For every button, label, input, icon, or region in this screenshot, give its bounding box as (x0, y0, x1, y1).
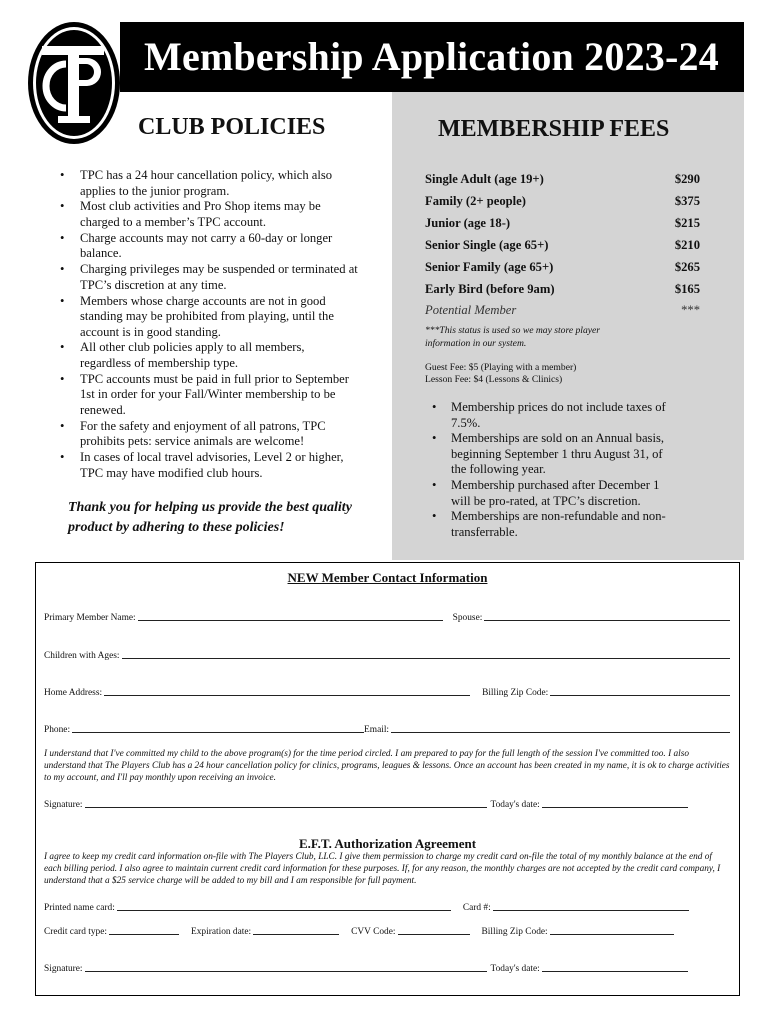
eft-signature-label: Signature: (44, 964, 83, 974)
fee-label: Single Adult (age 19+) (425, 172, 544, 186)
fee-row-early-bird (425, 282, 700, 297)
email-field[interactable] (391, 724, 730, 733)
eft-date-field[interactable] (542, 963, 688, 972)
fees-heading: MEMBERSHIP FEES (438, 116, 670, 142)
fee-note: • Membership prices do not include taxes of 7.5%. (432, 400, 668, 431)
lesson-fee: Lesson Fee: $4 (Lessons & Clinics) (425, 374, 563, 385)
expiration-field[interactable] (253, 926, 339, 935)
printed-name-field[interactable] (117, 902, 451, 911)
primary-member-label: Primary Member Name: (44, 613, 136, 623)
billing-zip-label: Billing Zip Code: (482, 688, 549, 698)
fee-price: $265 (674, 260, 700, 274)
fee-note: • Memberships are non-refundable and non-transferrable. (432, 509, 668, 540)
card-type-field[interactable] (109, 926, 179, 935)
email-label: Email: (364, 725, 390, 735)
card-details-row (44, 926, 730, 937)
policy-item: • Members whose charge accounts are not in good standing may be prohibited from playing, until the account is in good standing. (58, 294, 358, 341)
fee-notes-list (432, 400, 668, 540)
phone-field[interactable] (72, 724, 364, 733)
policy-item: • Charging privileges may be suspended or terminated at TPC’s discretion at any time. (58, 262, 358, 293)
children-field[interactable] (122, 650, 730, 659)
contact-section-title: NEW Member Contact Information (287, 570, 488, 585)
address-row (44, 687, 730, 698)
policy-item: • TPC accounts must be paid in full prior to September 1st in order for your Fall/Winter membership to be renewed. (58, 372, 358, 419)
card-billing-zip-field[interactable] (550, 926, 674, 935)
spouse-field[interactable] (484, 612, 730, 621)
policy-item: • All other club policies apply to all members, regardless of membership type. (58, 340, 358, 371)
fee-label: Family (2+ people) (425, 194, 526, 208)
fee-label: Potential Member (425, 303, 517, 317)
signature-label: Signature: (44, 800, 83, 810)
fee-label: Junior (age 18-) (425, 216, 511, 230)
card-number-label: Card #: (462, 903, 491, 913)
policy-item: • In cases of local travel advisories, Level 2 or higher, TPC may have modified club hours. (58, 450, 358, 481)
eft-signature-row (44, 963, 730, 974)
thanks-message: Thank you for helping us provide the best quality product by adhering to these policies! (68, 500, 352, 535)
phone-label: Phone: (44, 725, 71, 735)
policy-item: • For the safety and enjoyment of all patrons, TPC prohibits pets: service animals are welcome! (58, 419, 358, 450)
fee-row-family (425, 194, 700, 209)
phone-email-row (44, 724, 730, 735)
home-address-field[interactable] (104, 687, 470, 696)
fee-label: Senior Family (age 65+) (425, 260, 554, 274)
eft-date-label: Today's date: (490, 964, 540, 974)
fee-price: $215 (674, 216, 700, 230)
date-label: Today's date: (490, 800, 540, 810)
spouse-label: Spouse: (452, 613, 483, 623)
fee-note: • Membership purchased after December 1 will be pro-rated, at TPC’s discretion. (432, 478, 668, 509)
primary-member-row (44, 612, 730, 623)
card-billing-zip-label: Billing Zip Code: (481, 927, 548, 937)
printed-name-label: Printed name card: (44, 903, 115, 913)
commitment-statement: I understand that I've committed my child to the above program(s) for the time period circled. I am prepared to pay for the full length of the session I've committed too. I also understand that The Players Club has a 24 hour cancellation policy for clinics, programs, leagues & lessons. Once an account has been created in my name, it is ok to charge activities to my account, and I'll pay monthly upon receiving an invoice. (44, 749, 730, 784)
policy-item: • Most club activities and Pro Shop items may be charged to a member’s TPC account. (58, 199, 358, 230)
policy-item: • TPC has a 24 hour cancellation policy, which also applies to the junior program. (58, 168, 358, 199)
billing-zip-field[interactable] (550, 687, 730, 696)
eft-statement: I agree to keep my credit card information on-file with The Players Club, LLC. I give them permission to charge my credit card on-file the total of my monthly balance at the end of each billing period. I also agree to maintain current credit card information for these purposes. If, for any reason, the monthly charges are not accepted by the credit card company, I understand that a $25 service charge will be added to my bill and I am responsible for full payment. (44, 852, 721, 887)
card-number-field[interactable] (493, 902, 689, 911)
signature-field[interactable] (85, 799, 487, 808)
expiration-label: Expiration date: (191, 927, 252, 937)
card-name-row (44, 902, 730, 913)
primary-member-field[interactable] (138, 612, 443, 621)
status-note: ***This status is used so we may store player information in our system. (425, 325, 600, 349)
children-label: Children with Ages: (44, 651, 120, 661)
fee-row-potential-member (425, 303, 700, 318)
fee-label: Senior Single (age 65+) (425, 238, 549, 252)
fee-price: $165 (674, 282, 700, 296)
eft-signature-field[interactable] (85, 963, 487, 972)
eft-section-title: E.F.T. Authorization Agreement (298, 836, 477, 851)
policies-heading: CLUB POLICIES (138, 114, 326, 140)
fee-row-junior (425, 216, 700, 231)
date-field[interactable] (542, 799, 688, 808)
fee-note: • Memberships are sold on an Annual basis, beginning September 1 thru August 31, of the following year. (432, 431, 668, 478)
fee-row-single-adult (425, 172, 700, 187)
children-row (44, 650, 730, 661)
fee-price: $375 (674, 194, 700, 208)
contact-signature-row (44, 799, 730, 810)
fee-price: *** (681, 303, 700, 317)
cvv-label: CVV Code: (351, 927, 396, 937)
fee-price: $210 (674, 238, 700, 252)
page-title: Membership Application 2023-24 (120, 22, 744, 92)
tpc-logo (26, 20, 122, 146)
fee-row-senior-family (425, 260, 700, 275)
guest-fee: Guest Fee: $5 (Playing with a member) (425, 362, 577, 373)
policy-list (58, 168, 358, 482)
cvv-field[interactable] (398, 926, 470, 935)
card-type-label: Credit card type: (44, 927, 107, 937)
home-address-label: Home Address: (44, 688, 103, 698)
fee-label: Early Bird (before 9am) (425, 282, 555, 296)
fee-row-senior-single (425, 238, 700, 253)
fee-price: $290 (674, 172, 700, 186)
policy-item: • Charge accounts may not carry a 60-day or longer balance. (58, 231, 358, 262)
